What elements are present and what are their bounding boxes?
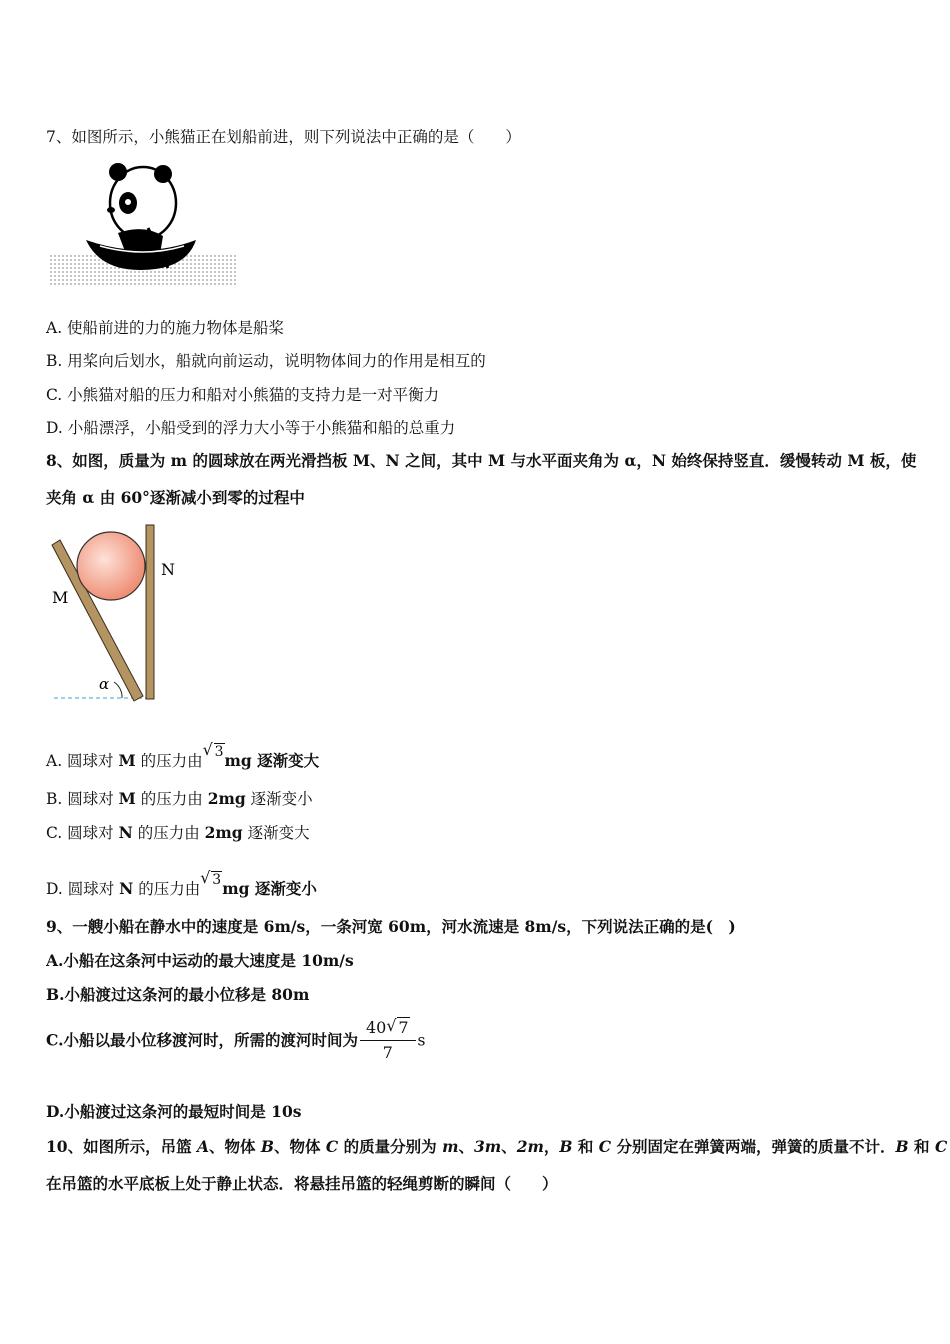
q7-option-d: D. 小船漂浮，小船受到的浮力大小等于小熊猫和船的总重力 [46, 419, 456, 437]
ball-between-boards-figure [44, 518, 194, 708]
q8-option-a: A. 圆球对 M 的压力由 √ 3mg 逐渐变大 [46, 740, 320, 770]
q9-stem: 9、一艘小船在静水中的速度是 6m/s，一条河宽 60m，河水流速是 8m/s，下列说法正确的是( ) [46, 917, 736, 936]
board-n [146, 525, 154, 699]
label-m: M [52, 588, 69, 607]
angle-arc [114, 682, 122, 698]
q8-option-b: B. 圆球对 M 的压力由 2mg 逐渐变小 [46, 789, 313, 808]
q10-stem-line2: 在吊篮的水平底板上处于静止状态．将悬挂吊篮的轻绳剪断的瞬间（ ） [46, 1174, 558, 1193]
sqrt-3-a: √ 3 [202, 740, 224, 760]
q8-stem-line1: 8、如图，质量为 m 的圆球放在两光滑挡板 M、N 之间，其中 M 与水平面夹角为 α，N 始终保持竖直．缓慢转动 M 板，使 [46, 451, 917, 470]
q7-option-a: A. 使船前进的力的施力物体是船桨 [46, 319, 285, 337]
panda-rowing-figure [48, 158, 240, 290]
q8-option-d: D. 圆球对 N 的压力由 √ 3mg 逐渐变小 [46, 868, 317, 898]
q7-option-b: B. 用桨向后划水，船就向前运动，说明物体间力的作用是相互的 [46, 352, 486, 370]
fraction-40root7-over-7: 40 √ 7 7 [360, 1018, 416, 1063]
sqrt-3-d: √ 3 [200, 868, 222, 888]
label-alpha: α [99, 675, 110, 693]
q9-option-b: B.小船渡过这条河的最小位移是 80m [46, 985, 310, 1004]
ball [77, 532, 145, 600]
q9-option-d: D.小船渡过这条河的最短时间是 10s [46, 1102, 302, 1121]
q10-stem-line1: 10、如图所示，吊篮 A、物体 B、物体 C 的质量分别为 m、3m、2m，B 和 C 分别固定在弹簧两端，弹簧的质量不计．B 和 C [46, 1137, 948, 1156]
q8-stem-line2: 夹角 α 由 60°逐渐减小到零的过程中 [46, 488, 305, 507]
q9-option-a: A.小船在这条河中运动的最大速度是 10m/s [46, 951, 354, 970]
q7-stem: 7、如图所示，小熊猫正在划船前进，则下列说法中正确的是（ ） [46, 128, 521, 146]
label-n: N [161, 560, 175, 579]
q9-option-c: C.小船以最小位移渡河时，所需的渡河时间为 40 √ 7 7 s [46, 1016, 426, 1062]
q7-option-c: C. 小熊猫对船的压力和船对小熊猫的支持力是一对平衡力 [46, 386, 440, 404]
q8-option-c: C. 圆球对 N 的压力由 2mg 逐渐变大 [46, 823, 310, 842]
